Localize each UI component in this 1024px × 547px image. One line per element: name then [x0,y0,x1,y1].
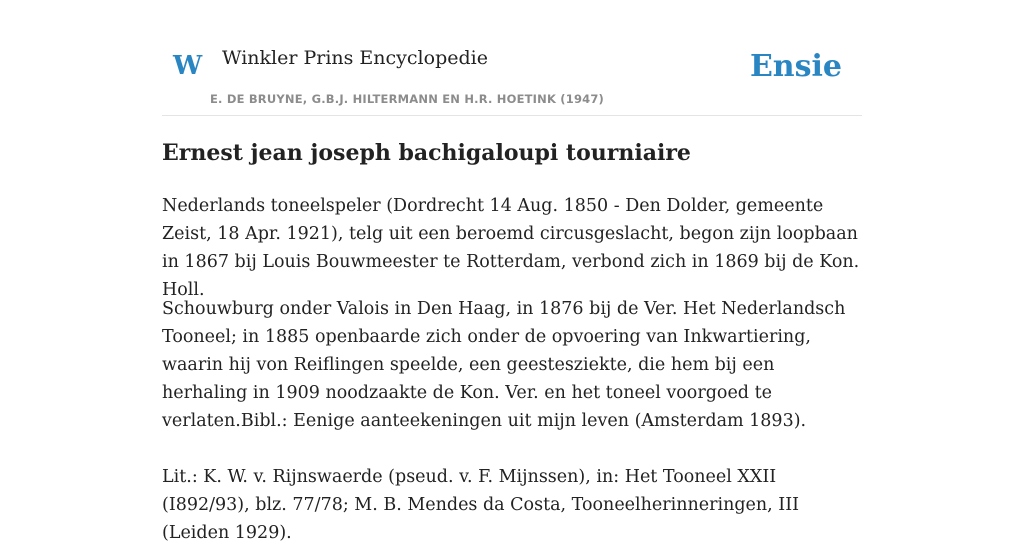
article-paragraph-1: Nederlands toneelspeler (Dordrecht 14 Aug. 1850 - Den Dolder, gemeente Zeist, 18 Apr. 1921), telg uit een beroemd circusgeslacht, begon zijn loopbaan in 1867 bij Louis Bouwmeester te Rotterdam, verbond zich in 1869 bij de Kon. Holl. [162,196,860,300]
source-header [162,40,862,116]
article-title: Ernest jean joseph bachigaloupi tourniaire [162,140,691,166]
brand-logo[interactable]: Ensie [749,49,842,84]
article-paragraph-3: Lit.: K. W. v. Rijnswaerde (pseud. v. F. Mijnssen), in: Het Tooneel XXII (I892/93), blz. 77/78; M. B. Mendes da Costa, Tooneelherinneringen, III (Leiden 1929). [162,467,800,543]
source-title-link[interactable]: Winkler Prins Encyclopedie [222,47,488,69]
source-logo: W [173,51,203,81]
article-paragraph-2: Schouwburg onder Valois in Den Haag, in 1876 bij de Ver. Het Nederlandsch Tooneel; in 1885 openbaarde zich onder de opvoering van Inkwartiering, waarin hij von Reiflingen speelde, een geestesziekte, die hem bij een herhaling in 1909 noodzaakte de Kon. Ver. en het toneel voorgoed te verlaten.Bibl.: Eenige aanteekeningen uit mijn leven (Amsterdam 1893). [162,299,846,431]
source-authors: E. DE BRUYNE, G.B.J. HILTERMANN EN H.R. HOETINK (1947) [210,92,605,106]
